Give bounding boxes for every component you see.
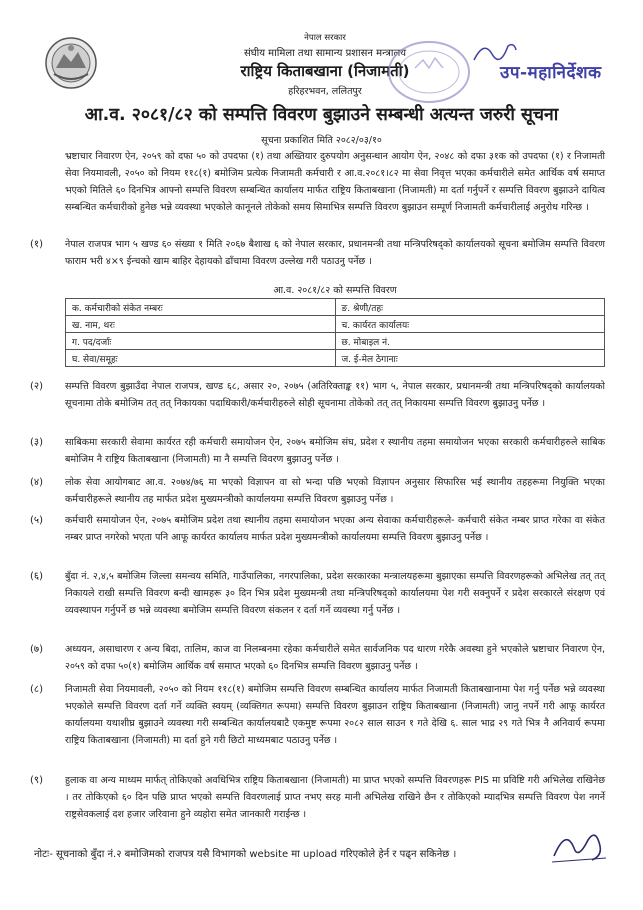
item-number: (१)	[30, 239, 44, 250]
item-number: (८)	[30, 684, 44, 695]
office-stamp-icon	[385, 38, 473, 106]
item-text: निजामती सेवा नियमावली, २०५० को नियम ११८(१) बमोजिम सम्पत्ति विवरण सम्बन्धित कार्यालय मार्फत निजामती किताबखानामा पेश गर्नु पर्नेछ भन्ने व्यवस्था भएकोले सम्पत्ति विवरण दर्ता गर्ने व्यक्ति स्वयम् (व्यक्तिगत रूपमा) सम्पत्ति विवरण बुझाउन राष्ट्रिय किताबखाना (निजामती) जानु नपर्ने गरी आफू कार्यरत कार्यालयमा यथाशीघ्र बुझाउने व्यवस्था गरी सम्बन्धित कार्यालयबाटै एकमुष्ट रूपमा २०८२ साल साउन १ गते देखि ६. साल भाद्र २९ गते भित्र नै अनिवार्य रूपमा राष्ट्रिय किताबखाना (निजामती) मा दर्ता हुने गरी छिटो माध्यमबाट पठाउनु पर्नेछ ।	[65, 684, 605, 746]
item-number: (२)	[30, 381, 44, 392]
table-row	[66, 350, 605, 367]
office-address: हरिहरभवन, ललितपुर	[288, 86, 362, 97]
asset-info-table	[65, 298, 605, 367]
table-title: आ.व. २०८१/८२ को सम्पत्ति विवरण	[273, 285, 397, 296]
table-row	[66, 316, 605, 333]
item-text: अध्ययन, असाधारण र अन्य बिदा, तालिम, काज वा निलम्बनमा रहेका कर्मचारीले समेत सार्वजनिक पद धारण गरेकै अवस्था हुने भएकोले भ्रष्टाचार निवारण ऐन, २०५९ को दफा ५०(१) बमोजिम आर्थिक वर्ष समाप्त भएको ६० दिनभित्र सम्पत्ति विवरण बुझाउनु पर्नेछ ।	[65, 644, 605, 672]
item-text: नेपाल राजपत्र भाग ५ खण्ड ६० संख्या १ मिति २०६७ बैशाख ६ को नेपाल सरकार, प्रधानमन्त्री तथा मन्त्रिपरिषद्को कार्यालयको सूचना बमोजिम सम्पत्ति विवरण फाराम भरी ४×९ ईन्चको खाम बाहिर देहायको ढाँचामा विवरण उल्लेख गरी पठाउनु पर्नेछ ।	[65, 239, 605, 267]
item-number: (६)	[30, 571, 44, 582]
designation-stamp: उप-महानिर्देशक	[500, 63, 602, 83]
ministry-name: संघीय मामिला तथा सामान्य प्रशासन मन्त्रालय	[243, 48, 407, 59]
item-text: कर्मचारी समायोजन ऐन, २०७५ बमोजिम प्रदेश तथा स्थानीय तहमा समायोजन भएका अन्य सेवाका कर्मचारीहरूले- कर्मचारी संकेत नम्बर प्राप्त गरेका वा संकेत नम्बर प्राप्त नगरेको भएता पनि आफू कार्यरत कार्यालय मार्फत प्रदेश मुख्यमन्त्रीको कार्यालयमा सम्पत्ति विवरण बुझाउनु पर्नेछ ।	[65, 515, 605, 543]
item-number: (३)	[30, 437, 44, 448]
table-cell: ग. पद/दर्जाः	[66, 333, 336, 350]
item-text: बुँदा नं. २,४,५ बमोजिम जिल्ला समन्वय समिति, गाउँपालिका, नगरपालिका, प्रदेश सरकारका मन्त्रालयहरूमा बुझाएका सम्पत्ति विवरणहरूको अभिलेख तत् तत् निकायले राखी सम्पत्ति विवरण बन्दी खामहरू ३० दिन भित्र प्रदेश मुख्यमन्त्री तथा मन्त्रिपरिषद्को कार्यालयमा पेश गरी सक्नुपर्ने र प्रदेश सरकारले संरक्षण एवं व्यवस्थापन गर्नुपर्ने छ भन्ने व्यवस्था बमोजिम सम्पत्ति विवरण संकलन र दर्ता गर्ने व्यवस्था गर्नु पर्नेछ ।	[65, 571, 605, 616]
table-cell: छ. मोबाइल नं.	[335, 333, 605, 350]
item-text: सम्पत्ति विवरण बुझाउँदा नेपाल राजपत्र, खण्ड ६८, असार २०, २०७५ (अतिरिक्ताङ्क ११) भाग ५, नेपाल सरकार, प्रधानमन्त्री तथा मन्त्रिपरिषद्को कार्यालयको सूचनामा तोके बमोजिम तत् तत् निकायका पदाधिकारी/कर्मचारीहरुले सोही सूचनामा तोकेको तत् तत् निकायमा सम्पत्ति विवरण बुझाउनु पर्नेछ ।	[65, 381, 605, 409]
item-number: (९)	[30, 775, 44, 786]
table-row	[66, 299, 605, 316]
item-number: (५)	[30, 515, 44, 526]
table-cell: घ. सेवा/समूहः	[66, 350, 336, 367]
table-cell: ङ. श्रेणी/तहः	[335, 299, 605, 316]
table-cell: च. कार्यरत कार्यालयः	[335, 316, 605, 333]
item-text: लोक सेवा आयोगबाट आ.व. २०७४/७६ मा भएको विज्ञापन वा सो भन्दा पछि भएको विज्ञापन अनुसार सिफारिस भई स्थानीय तहहरूमा नियुक्ति भएका कर्मचारीहरूले स्थानीय तह मार्फत प्रदेश मुख्यमन्त्रीको कार्यालयमा सम्पत्ति विवरण बुझाउनु पर्नेछ ।	[65, 477, 605, 505]
item-number: (४)	[30, 477, 44, 488]
footer-note: नोटः- सूचनाको बुँदा नं.२ बमोजिमको राजपत्र यसै विभागको website मा upload गरिएकोले हेर्न र पढ्न सकिनेछ ।	[34, 849, 457, 860]
item-text: हुलाक वा अन्य माध्यम मार्फत् तोकिएको अवधिभित्र राष्ट्रिय किताबखाना (निजामती) मा प्राप्त भएको सम्पत्ति विवरणहरू PIS मा प्रविष्टि गरी अभिलेख राखिनेछ । तर तोकिएको ६० दिन पछि प्राप्त भएको सम्पत्ति विवरणलाई प्राप्त नभए सरह मानी अभिलेख राखिने छैन र तोकिएको म्यादभित्र सम्पत्ति विवरण पेश नगर्ने राष्ट्रसेवकलाई दश हजार जरिवाना हुने व्यहोरा समेत जानकारी गराईन्छ ।	[65, 775, 605, 820]
item-number: (७)	[30, 644, 44, 655]
nepal-emblem-icon	[44, 36, 98, 90]
table-row	[66, 333, 605, 350]
intro-paragraph: भ्रष्टाचार निवारण ऐन, २०५९ को दफा ५० को उपदफा (१) तथा अख्तियार दुरुपयोग अनुसन्धान आयोग ऐन, २०४८ को दफा ३१क को उपदफा (१) र निजामती सेवा नियमावली, २०५० को नियम ११८(१) बमोजिम प्रत्येक निजामती कर्मचारी र आ.व.२०८१।८२ मा सेवा निवृत्त भएका कर्मचारीले समेत आर्थिक वर्ष समाप्त भएको मितिले ६० दिनभित्र आफ्नो सम्पत्ति विवरण सम्बन्धित कार्यालय मार्फत राष्ट्रिय किताबखाना (निजामती) मा दर्ता गर्नुपर्ने र सम्पत्ति विवरण बुझाउने दायित्व सम्बन्धित कर्मचारीको हुनेछ भन्ने व्यवस्था भएकोले कानूनले तोकेको समय सिमाभित्र सम्पत्ति विवरण बुझाउन सम्पूर्ण निजामती कर्मचारीलाई अनुरोध गरिन्छ ।	[65, 151, 605, 213]
publication-date: सूचना प्रकाशित मिति २०८२/०३/१०	[261, 135, 382, 146]
table-cell: क. कर्मचारीको संकेत नम्बरः	[66, 299, 336, 316]
government-name: नेपाल सरकार	[304, 33, 346, 43]
office-name: राष्ट्रिय किताबखाना (निजामती)	[240, 62, 410, 80]
page-title: आ.व. २०८१/८२ को सम्पत्ति विवरण बुझाउने सम्बन्धी अत्यन्त जरुरी सूचना	[84, 105, 559, 125]
item-text: साबिकमा सरकारी सेवामा कार्यरत रही कर्मचारी समायोजन ऐन, २०७५ बमोजिम संघ, प्रदेश र स्थानीय तहमा समायोजन भएका सरकारी कर्मचारीहरुले साबिक बमोजिम नै राष्ट्रिय किताबखाना (निजामती) मा नै सम्पत्ति विवरण बुझाउनु पर्नेछ ।	[65, 437, 605, 465]
table-cell: ज. ई-मेल ठेगानाः	[335, 350, 605, 367]
table-cell: ख. नाम, थरः	[66, 316, 336, 333]
